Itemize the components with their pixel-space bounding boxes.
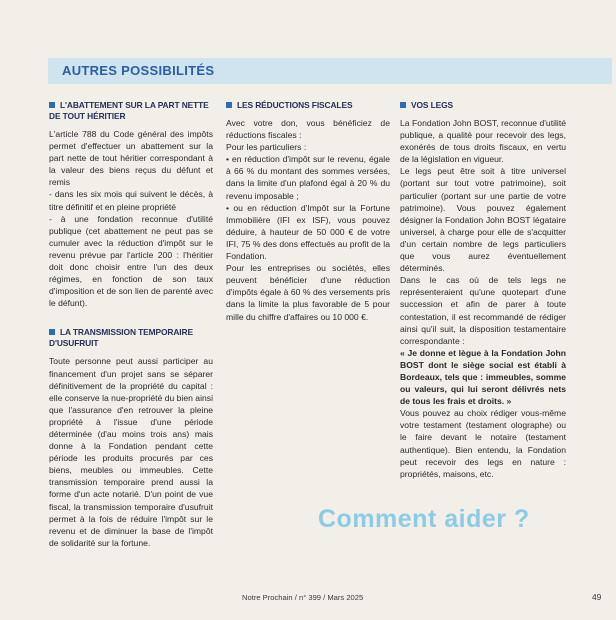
section-banner <box>48 58 612 84</box>
paragraph: - dans les six mois qui suivent le décès, à titre définitif et en pleine propriété <box>49 189 213 212</box>
paragraph: L'article 788 du Code général des impôts permet d'effectuer un abattement sur la part nette de tout héritier correspondant à la valeur des biens reçus du défunt et remis <box>49 129 213 188</box>
heading-legs: VOS LEGS <box>400 100 566 111</box>
heading-transmission: LA TRANSMISSION TEMPORAIRE D'USUFRUIT <box>49 327 193 349</box>
paragraph: La Fondation John BOST, reconnue d'utilité publique, a qualité pour recevoir des legs, exonérés de tous droits fiscaux, en vertu de la législation en vigueur. <box>400 118 566 165</box>
testament-quote: « Je donne et lègue à la Fondation John BOST dont le siège social est établi à Bordeaux, tels que : immeubles, somme ou valeurs, qui lui seront délivrés nets de tous les frais et droits. » <box>400 347 566 407</box>
headline-comment-aider: Comment aider ? <box>318 505 530 533</box>
square-bullet-icon <box>49 329 55 335</box>
paragraph: Le legs peut être soit à titre universel (portant sur tout votre patrimoine), soit particulier (portant sur une partie de votre patrimoine). Vous pouvez également désigner la Fondation John BOST légataire universel, à charge pour elle de s'acquitter d'un certain nombre de legs particuliers que vous aurez éventuellement déterminés. <box>400 166 566 274</box>
paragraph: Toute personne peut aussi participer au financement d'un projet sans se séparer définitivement de la propriété du capital : elle conserve la nue-propriété du bien ainsi que l'assurance d'en retrouver la pleine propriété à l'issue d'une période déterminée (d'au moins trois ans) mais donne à la Fondation pendant cette période les produits procurés par ces biens, meubles ou immeubles. Cette transmission temporaire prend aussi la forme d'un acte notarié. D'un point de vue fiscal, la transmission temporaire d'usufruit permet à la fois de réduire l'impôt sur le revenu et de diminuer la base de l'impôt de solidarité sur la fortune. <box>49 356 213 548</box>
page-number: 49 <box>592 592 602 602</box>
square-bullet-icon <box>49 102 55 108</box>
square-bullet-icon <box>226 102 232 108</box>
column-reductions <box>226 100 390 323</box>
section-title: AUTRES POSSIBILITÉS <box>62 63 215 78</box>
paragraph: Pour les entreprises ou sociétés, elles peuvent bénéficier d'une réduction d'impôts égale à 60 % des versements pris dans la limite la plus favorable de 5 pour mille du chiffre d'affaires ou 10 000 €. <box>226 263 390 322</box>
footer-publication: Notre Prochain / n° 399 / Mars 2025 <box>242 593 364 602</box>
paragraph: • en réduction d'impôt sur le revenu, égale à 66 % du montant des sommes versées, dans la limite d'un plafond égal à 20 % du revenu imposable ; <box>226 154 390 201</box>
column-legs <box>400 100 566 480</box>
paragraph: Pour les particuliers : <box>226 142 307 153</box>
paragraph: Dans le cas où de tels legs ne représenteraient qu'une quotepart d'une succession et afin de parer à toute contestation, il est recommandé de rédiger ainsi qu'il suit, la disposition testamentaire correspondante : <box>400 275 566 346</box>
paragraph: Avec votre don, vous bénéficiez de réductions fiscales : <box>226 118 390 141</box>
paragraph: - à une fondation reconnue d'utilité publique (cet abattement ne peut pas se cumuler avec la réduction d'impôt sur le revenu prévue par l'article 200 : l'héritier doit donc choisir entre l'un des deux régimes, en fonction de son taux d'imposition et de son lien de parenté avec le défunt). <box>49 213 213 309</box>
paragraph: • ou en réduction d'Impôt sur la Fortune Immobilière (IFI ex ISF), vous pouvez déduire, à hauteur de 50 000 € de votre IFI, 75 % des dons effectués au profit de la Fondation. <box>226 202 390 262</box>
heading-abattement: L'ABATTEMENT SUR LA PART NETTE DE TOUT HÉRITIER <box>49 100 209 121</box>
paragraph: Vous pouvez au choix rédiger vous-même votre testament (testament olographe) ou le faire devant le notaire (testament authentique). Bien entendu, la Fondation peut recevoir des legs en nature : propriétés, maisons, etc. <box>400 408 566 479</box>
heading-reductions: LES RÉDUCTIONS FISCALES <box>226 100 390 111</box>
column-abattement <box>49 100 213 549</box>
square-bullet-icon <box>400 102 406 108</box>
